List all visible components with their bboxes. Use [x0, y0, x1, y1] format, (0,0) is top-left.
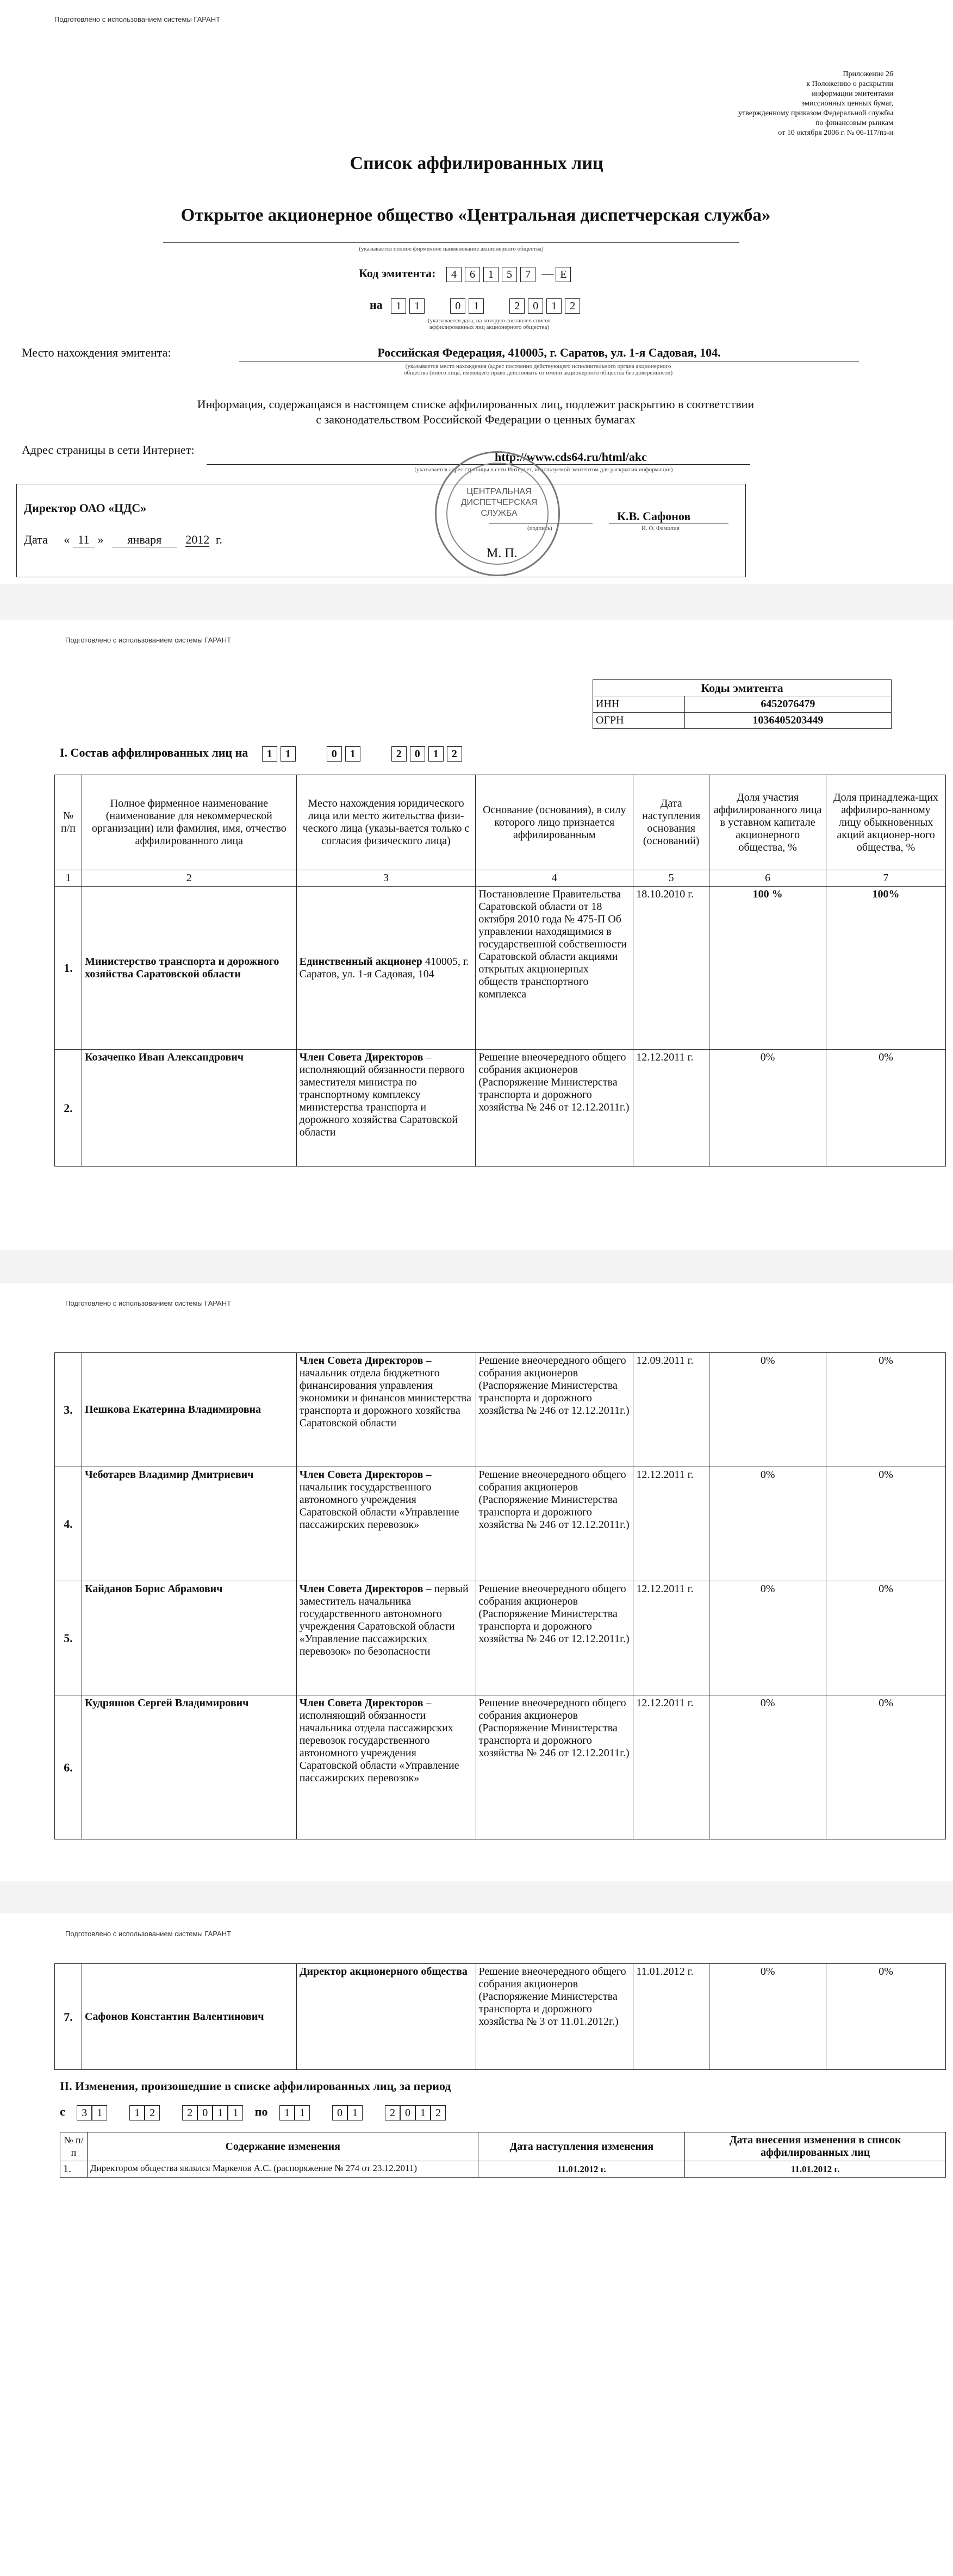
table-header-row [55, 775, 946, 870]
page-1 [0, 0, 953, 584]
date-digit: 0 [450, 298, 465, 314]
basis-title: Единственный акционер [299, 955, 422, 968]
page-4 [0, 1913, 953, 2576]
affiliate-name: Министерство транспорта и дорожного хозяйства Саратовской области [82, 887, 296, 1050]
disclosure-line: с законодательством Российской Федерации о ценных бумагах [316, 413, 636, 426]
period-from-label: с [60, 2105, 65, 2118]
period-digit: 1 [295, 2105, 310, 2120]
row-number: 5. [55, 1581, 82, 1695]
code-value: 1036405203449 [684, 713, 891, 729]
date-day: 11 [73, 533, 95, 547]
affiliate-basis [296, 1050, 476, 1167]
affiliate-name: Сафонов Константин Валентинович [82, 1964, 296, 2070]
date-digit: 1 [345, 746, 360, 762]
date-suffix: г. [215, 533, 222, 546]
company-name: Открытое акционерное общество «Центральная диспетчерская служба» [180, 205, 771, 225]
row-number: 3. [55, 1353, 82, 1467]
code-name: ИНН [593, 696, 685, 713]
period-digit: 1 [213, 2105, 228, 2120]
column-header: Полное фирменное наименование (наименование для некоммерческой организации) или фамилия, имя, отчество аффилированного лица [82, 775, 296, 870]
appendix-line: к Положению о раскрытии [806, 80, 893, 88]
table-row [55, 1964, 946, 2070]
affiliate-basis [296, 1581, 476, 1695]
column-number: 4 [476, 870, 633, 887]
code-name: ОГРН [593, 713, 685, 729]
column-header: № п/п [55, 775, 82, 870]
period-digit: 1 [129, 2105, 145, 2120]
affiliate-date: 12.12.2011 г. [633, 1695, 709, 1839]
affiliate-date: 12.12.2011 г. [633, 1050, 709, 1167]
table-row [55, 887, 946, 1050]
affiliate-name: Кудряшов Сергей Владимирович [82, 1695, 296, 1839]
affiliate-date: 12.09.2011 г. [633, 1353, 709, 1467]
basis-title: Член Совета Директоров [299, 1697, 423, 1709]
column-number: 5 [633, 870, 709, 887]
affiliate-name: Чеботарев Владимир Дмитриевич [82, 1467, 296, 1581]
code-digit: 7 [520, 267, 535, 282]
date-digit: 1 [262, 746, 277, 762]
affiliate-date: 11.01.2012 г. [633, 1964, 709, 2070]
affiliate-ground: Решение внеочередного общего собрания акционеров (Распоряжение Министерства транспорта и дорожного хозяйства № 246 от 12.12.2011г.) [476, 1050, 633, 1167]
web-note: (указывается адрес страницы в сети Интернет, используемой эмитентом для раскрытия информации) [414, 466, 673, 473]
appendix-line: информации эмитентами [812, 90, 893, 98]
column-numbers-row [55, 870, 946, 887]
affiliate-date: 18.10.2010 г. [633, 887, 709, 1050]
period-digit: 2 [431, 2105, 446, 2120]
table-row [60, 2161, 946, 2178]
appendix-line: Приложение 26 [843, 70, 893, 78]
affiliates-table-end [54, 1963, 946, 2070]
as-of-note [381, 317, 598, 330]
basis-detail: – исполняющий обязанности начальника отдела пассажирских перевозок государственного автономного учреждения Саратовской области «Управление пассажирских перевозок» [299, 1697, 459, 1784]
table-row [55, 1695, 946, 1839]
affiliate-shares: 100% [826, 887, 946, 1050]
change-content: Директором общества являлся Маркелов А.С. (распоряжение № 274 от 23.12.2011) [87, 2161, 478, 2178]
appendix-line: по финансовым рынкам [815, 119, 893, 127]
stamp-line: СЛУЖБА [481, 509, 518, 518]
column-header: № п/п [60, 2132, 88, 2161]
basis-title: Член Совета Директоров [299, 1051, 423, 1063]
signature-block [16, 484, 746, 577]
affiliate-shares: 0% [826, 1964, 946, 2070]
doc-title: Список аффилированных лиц [350, 153, 603, 173]
date-digit: 1 [469, 298, 484, 314]
basis-detail: – начальник государственного автономного учреждения Саратовской области «Управление пассажирских перевозок» [299, 1469, 459, 1531]
appendix-line: эмиссионных ценных бумаг, [801, 99, 893, 108]
affiliate-share: 0% [709, 1695, 826, 1839]
affiliate-share: 0% [709, 1467, 826, 1581]
date-digit: 0 [327, 746, 342, 762]
affiliate-ground: Решение внеочередного общего собрания акционеров (Распоряжение Министерства транспорта и дорожного хозяйства № 246 от 12.12.2011г.) [476, 1695, 633, 1839]
period-digit: 2 [385, 2105, 400, 2120]
basis-detail: 410005, г. Саратов, ул. 1-я Садовая, 104 [299, 955, 469, 980]
date-digit: 2 [447, 746, 462, 762]
period-digit: 1 [347, 2105, 363, 2120]
page-3 [0, 1283, 953, 1881]
code-value: 6452076479 [684, 696, 891, 713]
column-number: 2 [82, 870, 296, 887]
code-digit: 5 [502, 267, 517, 282]
date-digit: 2 [391, 746, 407, 762]
garant-note: Подготовлено с использованием системы ГАРАНТ [65, 636, 232, 644]
date-digit: 0 [410, 746, 425, 762]
column-header: Доля участия аффилированного лица в уставном капитале акционерного общества, % [709, 775, 826, 870]
change-date: 11.01.2012 г. [478, 2161, 685, 2178]
code-digit: 1 [483, 267, 499, 282]
affiliate-shares: 0% [826, 1467, 946, 1581]
location-note-line: (указывается место нахождения (адрес постоянно действующего исполнительного органа акционерного [405, 363, 671, 370]
column-header: Основание (основания), в силу которого лицо признается аффилированным [476, 775, 633, 870]
period-digit: 2 [182, 2105, 197, 2120]
affiliate-ground: Решение внеочередного общего собрания акционеров (Распоряжение Министерства транспорта и дорожного хозяйства № 246 от 12.12.2011г.) [476, 1467, 633, 1581]
date-digit: 2 [509, 298, 525, 314]
basis-detail: – начальник отдела бюджетного финансирования управления экономики и финансов министерства транспорта и дорожного хозяйства Саратовской области [299, 1355, 471, 1429]
affiliate-shares: 0% [826, 1581, 946, 1695]
column-header: Дата наступления изменения [478, 2132, 685, 2161]
period-digit: 1 [415, 2105, 431, 2120]
table-row [55, 1353, 946, 1467]
affiliate-share: 0% [709, 1353, 826, 1467]
affiliates-table [54, 775, 946, 1167]
affiliate-share: 100 % [709, 887, 826, 1050]
basis-title: Член Совета Директоров [299, 1355, 423, 1367]
name-note: И. О. Фамилия [641, 525, 680, 532]
table-row [55, 1581, 946, 1695]
location-value: Российская Федерация, 410005, г. Саратов, ул. 1-я Садовая, 104. [377, 346, 721, 359]
row-number: 1. [60, 2161, 88, 2178]
row-number: 7. [55, 1964, 82, 2070]
table-row [55, 1050, 946, 1167]
column-number: 1 [55, 870, 82, 887]
column-header: Дата наступления основания (оснований) [633, 775, 709, 870]
date-year: 2012 [185, 533, 210, 546]
affiliate-basis [296, 887, 476, 1050]
affiliate-share: 0% [709, 1964, 826, 2070]
period-digit: 1 [92, 2105, 107, 2120]
appendix-note [738, 70, 893, 138]
as-of-label: на [370, 298, 383, 311]
affiliate-basis [296, 1467, 476, 1581]
affiliate-name: Пешкова Екатерина Владимировна [82, 1353, 296, 1467]
disclosure-text [82, 397, 870, 427]
period-digit: 3 [77, 2105, 92, 2120]
code-digit: 6 [465, 267, 480, 282]
affiliate-basis [296, 1695, 476, 1839]
date-month: января [112, 533, 177, 547]
code-digit: E [556, 267, 571, 282]
period-digit: 1 [228, 2105, 243, 2120]
period-digit: 2 [145, 2105, 160, 2120]
affiliate-shares: 0% [826, 1695, 946, 1839]
affiliate-share: 0% [709, 1581, 826, 1695]
period-digit: 1 [279, 2105, 295, 2120]
column-header: Содержание изменения [87, 2132, 478, 2161]
affiliate-basis [296, 1353, 476, 1467]
garant-note: Подготовлено с использованием системы ГАРАНТ [54, 15, 221, 23]
codes-header: Коды эмитента [593, 680, 892, 696]
code-digit: 4 [446, 267, 462, 282]
garant-note: Подготовлено с использованием системы ГАРАНТ [65, 1299, 232, 1307]
date-label: Дата [24, 533, 48, 546]
affiliate-ground: Постановление Правительства Саратовской области от 18 октября 2010 года № 475-П Об управлении находящимися в государственной собственности Саратовской области акциями открытых акционерных обществ транспортного комплекса [476, 887, 633, 1050]
affiliate-shares: 0% [826, 1050, 946, 1167]
period-row [60, 2105, 446, 2120]
issuer-code-label: Код эмитента: [359, 266, 436, 280]
section2-title: II. Изменения, произошедшие в списке аффилированных лиц, за период [60, 2079, 451, 2093]
affiliate-ground: Решение внеочередного общего собрания акционеров (Распоряжение Министерства транспорта и дорожного хозяйства № 246 от 12.12.2011г.) [476, 1353, 633, 1467]
affiliate-share: 0% [709, 1050, 826, 1167]
column-number: 7 [826, 870, 946, 887]
location-label: Место нахождения эмитента: [22, 346, 171, 359]
date-digit: 2 [565, 298, 580, 314]
affiliate-name: Кайданов Борис Абрамович [82, 1581, 296, 1695]
affiliate-name: Козаченко Иван Александрович [82, 1050, 296, 1167]
section1-title [60, 746, 465, 762]
signature-note: (подпись) [527, 525, 552, 532]
disclosure-line: Информация, содержащаяся в настоящем списке аффилированных лиц, подлежит раскрытию в соответствии [197, 397, 755, 411]
column-header: Доля принадлежа-щих аффилиро-ванному лицу обыкновенных акций акционер-ного общества, % [826, 775, 946, 870]
basis-title: Член Совета Директоров [299, 1469, 423, 1481]
date-digit: 1 [546, 298, 562, 314]
as-of-date [370, 298, 583, 314]
date-digit: 1 [391, 298, 406, 314]
signing-date: Дата « 11 » января 2012 г. [24, 533, 222, 546]
column-header: Место нахождения юридического лица или место жительства физи-ческого лица (указы-вается только с согласия физического лица) [296, 775, 476, 870]
basis-title: Член Совета Директоров [299, 1583, 423, 1595]
page-2 [0, 620, 953, 1250]
signer-label: Директор ОАО «ЦДС» [24, 501, 147, 515]
row-number: 6. [55, 1695, 82, 1839]
as-of-note-line: аффилированных лиц акционерного общества) [429, 324, 550, 330]
table-row [593, 696, 892, 713]
row-number: 4. [55, 1467, 82, 1581]
garant-note: Подготовлено с использованием системы ГАРАНТ [65, 1930, 232, 1938]
signer-name: К.В. Сафонов [617, 509, 691, 523]
appendix-line: утвержденному приказом Федеральной службы [738, 109, 893, 117]
company-name-note: (указывается полное фирменное наименование акционерного общества) [359, 246, 544, 252]
issuer-code: Код эмитента: 4 6 1 5 7 — E [359, 266, 574, 282]
date-digit: 1 [428, 746, 444, 762]
period-digit: 0 [197, 2105, 213, 2120]
stamp-line: ДИСПЕТЧЕРСКАЯ [460, 498, 538, 507]
period-digit: 0 [400, 2105, 415, 2120]
affiliate-basis [296, 1964, 476, 2070]
section1-title-text: I. Состав аффилированных лиц на [60, 746, 248, 759]
affiliate-date: 12.12.2011 г. [633, 1467, 709, 1581]
table-row [593, 713, 892, 729]
stamp-line: ЦЕНТРАЛЬНАЯ [466, 487, 532, 496]
basis-title: Директор акционерного общества [299, 1966, 468, 1978]
column-header: Дата внесения изменения в список аффилированных лиц [685, 2132, 946, 2161]
affiliates-table-continued [54, 1352, 946, 1839]
issuer-codes-table [593, 679, 892, 729]
row-number: 1. [55, 887, 82, 1050]
location-note-line: общества (иного лица, имеющего право действовать от имени акционерного общества без доверенности) [403, 370, 673, 376]
change-entry-date: 11.01.2012 г. [685, 2161, 946, 2178]
web-value[interactable]: http://www.cds64.ru/html/akc [495, 450, 647, 464]
table-row [55, 1467, 946, 1581]
date-digit: 1 [409, 298, 425, 314]
affiliate-ground: Решение внеочередного общего собрания акционеров (Распоряжение Министерства транспорта и дорожного хозяйства № 246 от 12.12.2011г.) [476, 1581, 633, 1695]
table-header-row [60, 2132, 946, 2161]
appendix-line: от 10 октября 2006 г. № 06-117/пз-н [778, 129, 893, 137]
date-digit: 1 [281, 746, 296, 762]
web-label: Адрес страницы в сети Интернет: [22, 443, 195, 457]
affiliate-shares: 0% [826, 1353, 946, 1467]
stamp-label: М. П. [487, 546, 518, 560]
column-number: 6 [709, 870, 826, 887]
as-of-note-line: (указывается дата, на которую составлен список [427, 317, 551, 324]
basis-detail: – исполняющий обязанности первого заместителя министра по транспортному комплексу министерства транспорта и дорожного хозяйства Саратовской области [299, 1051, 465, 1138]
changes-table [60, 2132, 946, 2178]
row-number: 2. [55, 1050, 82, 1167]
date-digit: 0 [528, 298, 543, 314]
period-to-label: по [254, 2105, 268, 2118]
period-digit: 0 [332, 2105, 347, 2120]
affiliate-ground: Решение внеочередного общего собрания акционеров (Распоряжение Министерства транспорта и дорожного хозяйства № 3 от 11.01.2012г.) [476, 1964, 633, 2070]
basis-detail: – первый заместитель начальника государственного автономного учреждения Саратовской области «Управление пассажирских перевозок» по безопасности [299, 1583, 469, 1657]
column-number: 3 [296, 870, 476, 887]
location-note [283, 363, 794, 376]
affiliate-date: 12.12.2011 г. [633, 1581, 709, 1695]
